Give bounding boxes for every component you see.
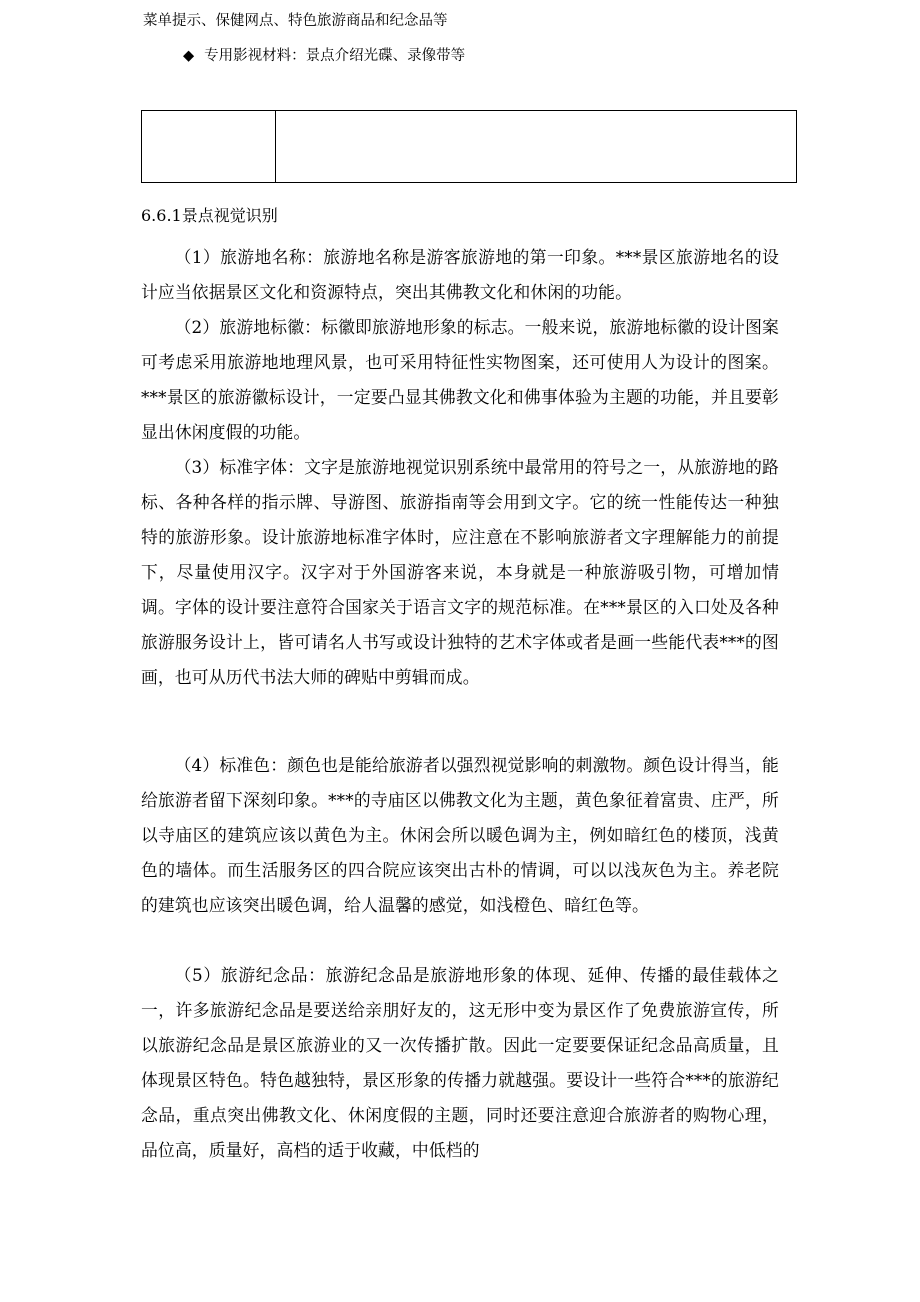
section-heading: 6.6.1景点视觉识别 [141,206,278,225]
diamond-bullet-icon: ◆ [183,48,195,64]
paragraph-standard-font: （3）标准字体：文字是旅游地视觉识别系统中最常用的符号之一，从旅游地的路标、各种各样的指示牌、导游图、旅游指南等会用到文字。它的统一性能传达一种独特的旅游形象。设计旅游地标准字体时，应注意在不影响旅游者文字理解能力的前提下，尽量使用汉字。汉字对于外国游客来说，本身就是一种旅游吸引物，可增加情调。字体的设计要注意符合国家关于语言文字的规范标准。在***景区的入口处及各种旅游服务设计上，皆可请名人书写或设计独特的艺术字体或者是画一些能代表***的图画，也可从历代书法大师的碑贴中剪辑而成。 [141,457,779,687]
paragraph-tourism-emblem: （2）旅游地标徽：标徽即旅游地形象的标志。一般来说，旅游地标徽的设计图案可考虑采用旅游地地理风景，也可采用特征性实物图案，还可使用人为设计的图案。***景区的旅游徽标设计，一定要凸显其佛教文化和佛事体验为主题的功能，并且要彰显出休闲度假的功能。 [141,317,779,442]
table-cell-line-2 [183,46,465,66]
table-cell-line-2-text: 专用影视材料：景点介绍光碟、录像带等 [204,48,466,64]
paragraph-souvenirs: （5）旅游纪念品：旅游纪念品是旅游地形象的体现、延伸、传播的最佳载体之一，许多旅游纪念品是要送给亲朋好友的，这无形中变为景区作了免费旅游宣传，所以旅游纪念品是景区旅游业的又一次传播扩散。因此一定要要保证纪念品高质量，且体现景区特色。特色越独特，景区形象的传播力就越强。要设计一些符合***的旅游纪念品，重点突出佛教文化、休闲度假的主题，同时还要注意迎合旅游者的购物心理，品位高，质量好，高档的适于收藏，中低档的 [141,965,779,1160]
table-cell-line-1: 菜单提示、保健网点、特色旅游商品和纪念品等 [143,13,448,29]
table-column-divider [275,111,276,182]
paragraph-standard-color: （4）标准色：颜色也是能给旅游者以强烈视觉影响的刺激物。颜色设计得当，能给旅游者留下深刻印象。***的寺庙区以佛教文化为主题，黄色象征着富贵、庄严，所以寺庙区的建筑应该以黄色为主。休闲会所以暖色调为主，例如暗红色的楼顶，浅黄色的墙体。而生活服务区的四合院应该突出古朴的情调，可以以浅灰色为主。养老院的建筑也应该突出暖色调，给人温馨的感觉，如浅橙色、暗红色等。 [141,755,779,915]
continued-table [141,110,797,183]
paragraph-tourism-name: （1）旅游地名称：旅游地名称是游客旅游地的第一印象。***景区旅游地名的设计应当依据景区文化和资源特点，突出其佛教文化和休闲的功能。 [141,247,779,302]
